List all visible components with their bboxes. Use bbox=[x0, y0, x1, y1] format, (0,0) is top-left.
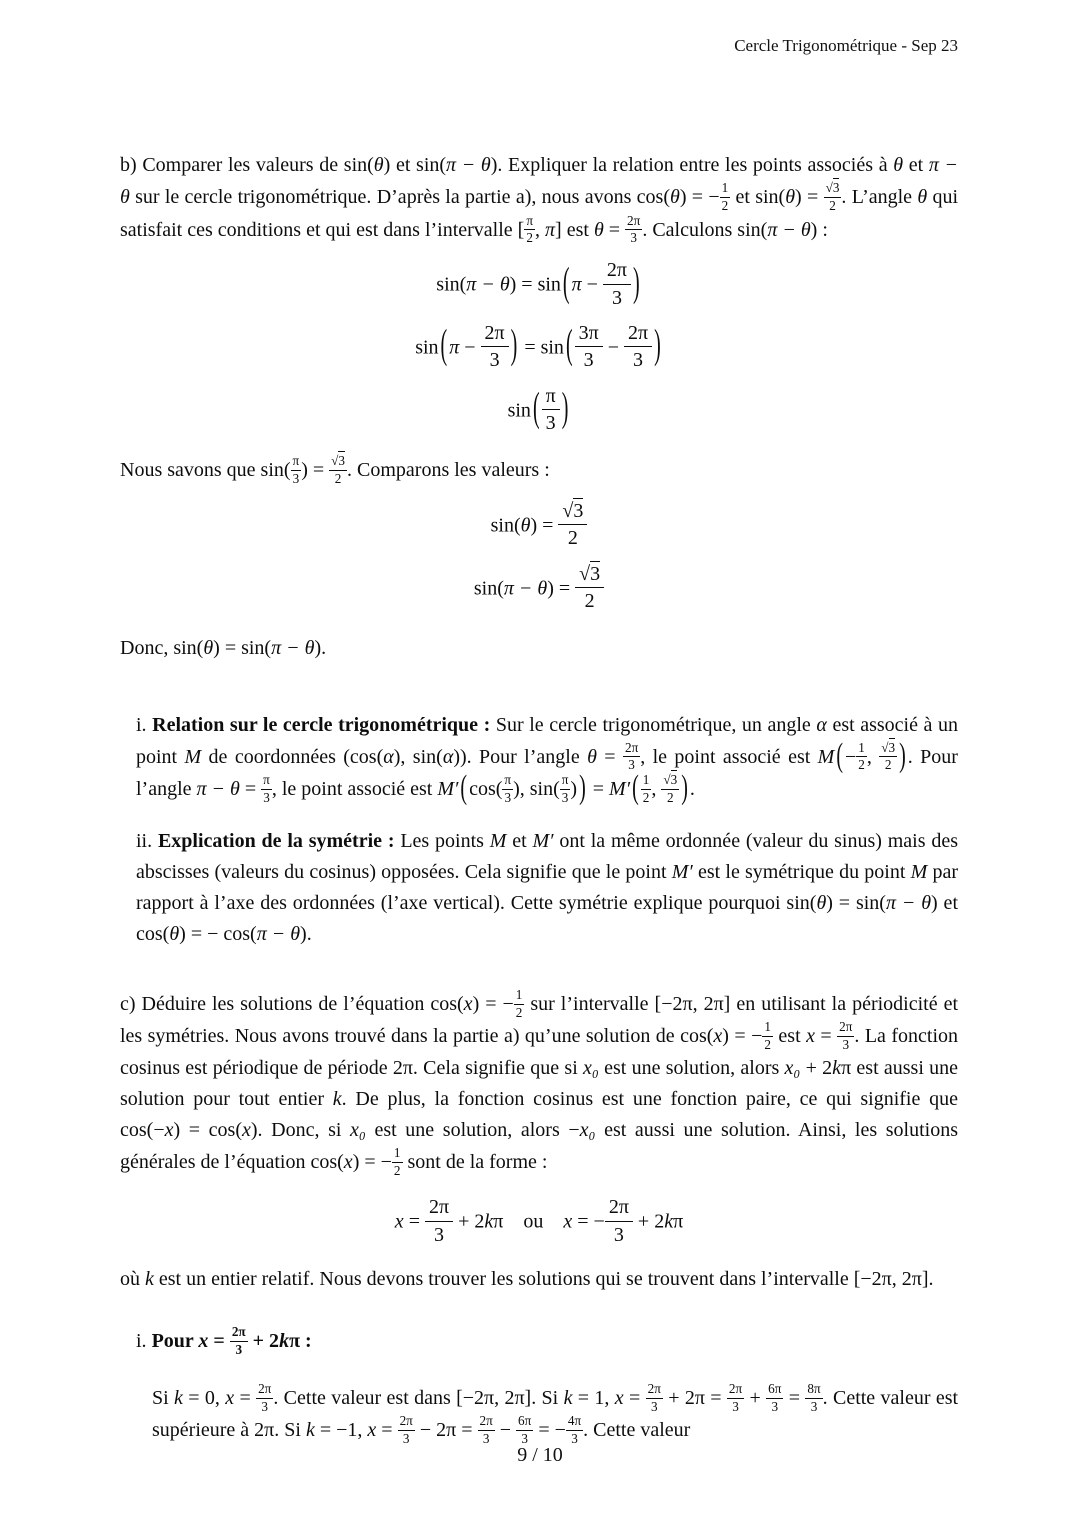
paragraph-nous-savons: Nous savons que sin( $\frac{\pi}{3}$ ) = $\frac{√3}{2}$ . Comparons les valeurs : bbox=[120, 453, 550, 487]
list-item-ii: ii. Explication de la symétrie : Les points M et M′ ont la même ordonnée (valeur du sinus) mais des abscisses (valeurs du cosinus) opposées. Cela signifie que le point M′ est le symétrique du point M par rapport à l’axe des ordonnées (l’axe vertical). Cette symétrie explique pourquoi sin(θ) = sin(π − θ) et cos(θ) = − cos(π − θ). bbox=[136, 829, 958, 945]
equation-4: sin(θ) = $\frac{√3}{2}$ bbox=[120, 500, 958, 550]
heading-pour-k: i. Pour x = $\frac{2\pi}{3}$ + 2kπ : bbox=[136, 1324, 312, 1357]
document-body bbox=[120, 150, 958, 1447]
paragraph-b: b) Comparer les valeurs de sin(θ) et sin(π − θ). Expliquer la relation entre les points associés à θ et π − θ sur le cercle trigonométrique. D’après la partie a), nous avons cos(θ) = − $\frac{1}{2}$ et sin(θ) = $\frac{√3}{2}$ . L’angle θ qui satisfait ces conditions et qui est dans l’intervalle [ $\frac{\pi}{2}$ , π] est θ = $\frac{2\pi}{3}$ . Calculons sin(π − θ) : bbox=[120, 154, 959, 246]
page-number: 9 / 10 bbox=[517, 1444, 563, 1466]
equation-1: sin(π − θ) = sin ( π − $\frac{2\pi}{3}$ ) bbox=[436, 259, 640, 309]
equation-2: sin ( π − $\frac{2\pi}{3}$ ) = sin ( $\frac{3\pi}{3}$ − $\frac{2\pi}{3}$ ) bbox=[415, 321, 661, 372]
list-item-i: i. Relation sur le cercle trigonométrique : Sur le cercle trigonométrique, un angle α est associé à un point M de coordonnées (cos(α), sin(α)). Pour l’angle θ = $\frac{2\pi}{3}$ , le point associé est M ( − $\frac{1}{2}$ , $\frac{√3}{2}$ ) . Pour l’angle π − θ = $\frac{\pi}{3}$ , le point associé est M′ ( cos( $\frac{\pi}{3}$ ), sin( $\frac{\pi}{3}$ ) ) = M′ ( $\frac{1}{2}$ , $\frac{√3}{2}$ ) . bbox=[136, 713, 958, 807]
equation-general-solutions: x = $\frac{2\pi}{3}$ + 2kπ ou x = − $\frac{2\pi}{3}$ + 2kπ bbox=[394, 1196, 684, 1246]
paragraph-c: c) Déduire les solutions de l’équation cos(x) = − $\frac{1}{2}$ sur l’intervalle [−2π, 2π] en utilisant la périodicité et les symétries. Nous avons trouvé dans la partie a) qu’une solution de cos(x) = − $\frac{1}{2}$ est x = $\frac{2\pi}{3}$ . La fonction cosinus est périodique de période 2π. Cela signifie que si x₀ est une solution, alors x₀ + 2kπ est aussi une solution pour tout entier k. De plus, la fonction cosinus est une fonction paire, ce qui signifie que cos(−x) = cos(x). Donc, si x₀ est une solution, alors −x₀ est aussi une solution. Ainsi, les solutions générales de l’équation cos(x) = − $\frac{1}{2}$ sont de la forme : bbox=[120, 986, 959, 1178]
paragraph-k-cases: Si k = 0, x = $\frac{2\pi}{3}$ . Cette valeur est dans [−2π, 2π]. Si k = 1, x = $\frac{2\pi}{3}$ + 2π = $\frac{2\pi}{3}$ + $\frac{6\pi}{3}$ = $\frac{8\pi}{3}$ . Cette valeur est supérieure à 2π. Si k = −1, x = $\frac{2\pi}{3}$ − 2π = $\frac{2\pi}{3}$ − $\frac{6\pi}{3}$ = − $\frac{4\pi}{3}$ . Cette valeur bbox=[152, 1380, 959, 1447]
equation-5: sin(π − θ) = $\frac{√3}{2}$ bbox=[120, 563, 958, 613]
paragraph-donc: Donc, sin(θ) = sin(π − θ). bbox=[120, 636, 327, 659]
equation-3: sin ( $\frac{\pi}{3}$ ) bbox=[507, 384, 569, 435]
paragraph-ou-k: où k est un entier relatif. Nous devons trouver les solutions qui se trouvent dans l’intervalle [−2π, 2π]. bbox=[120, 1268, 934, 1291]
page-header-title: Cercle Trigonométrique - Sep 23 bbox=[734, 36, 958, 55]
